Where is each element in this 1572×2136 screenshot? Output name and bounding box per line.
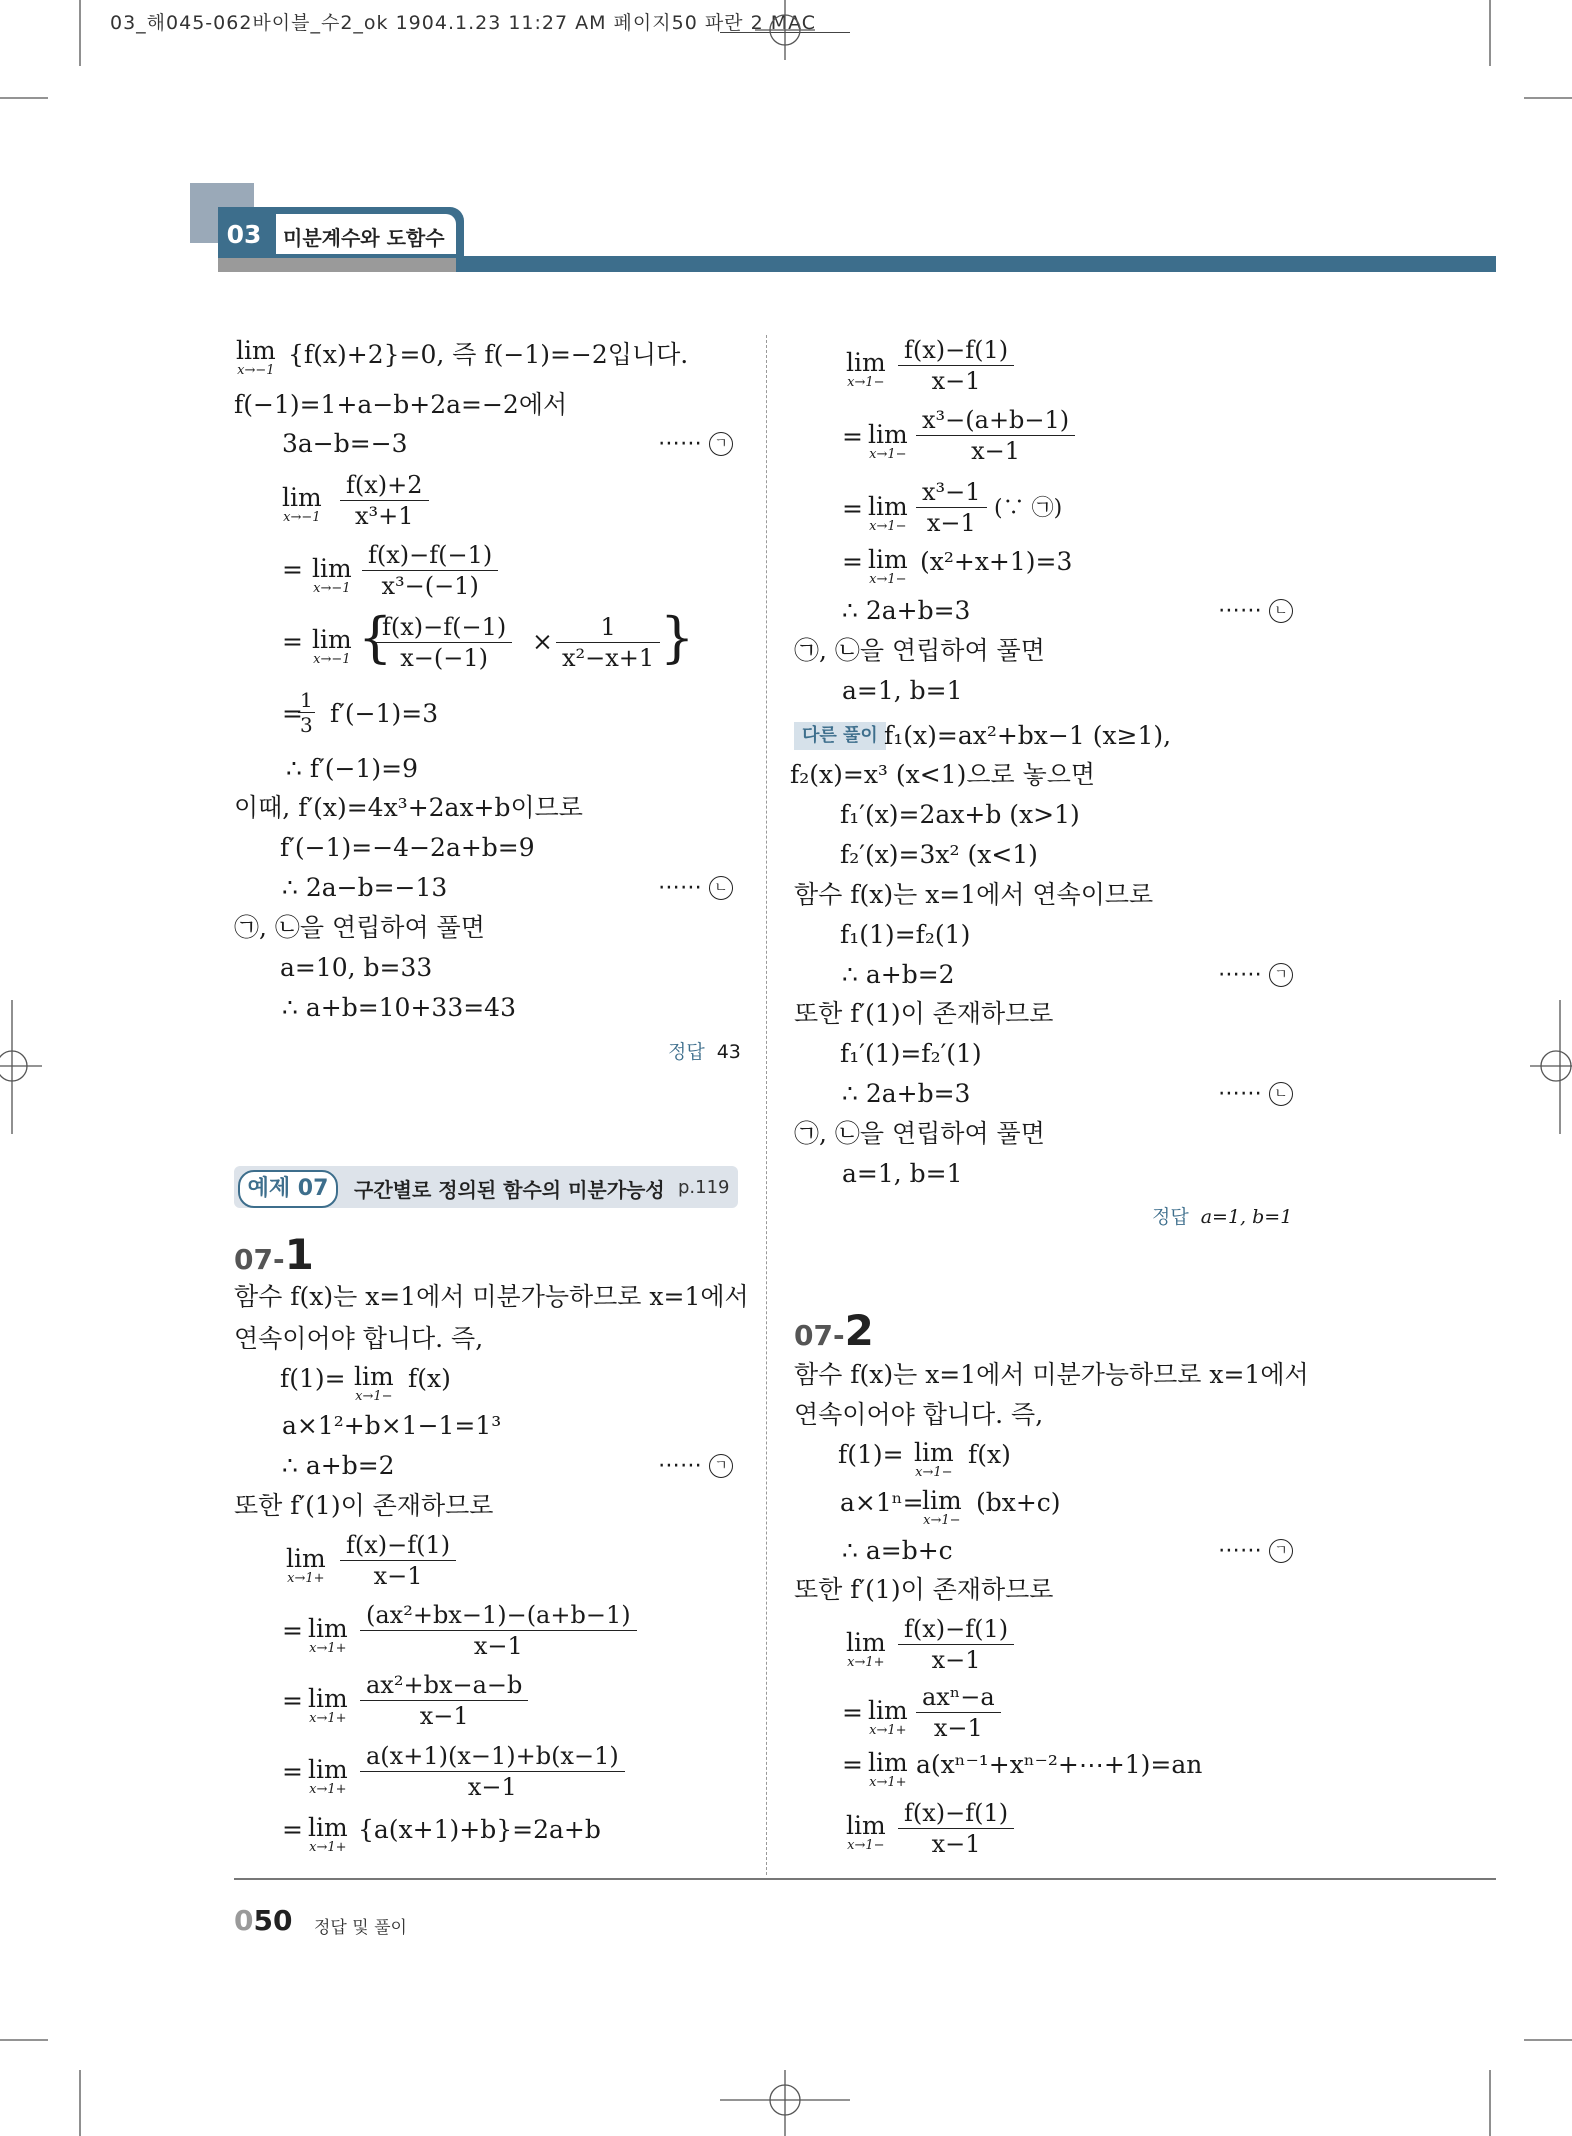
mark-right-1: ⋯⋯ ㄴ bbox=[1218, 598, 1293, 623]
lim-p071-e1: lim x→1− bbox=[354, 1362, 394, 1404]
mark-left-1: ⋯⋯ ㄱ bbox=[658, 431, 733, 456]
mark-left-2: ⋯⋯ ㄴ bbox=[658, 875, 733, 900]
left-line-1: {f(x)+2}=0, 즉 f(−1)=−2입니다. bbox=[288, 340, 689, 369]
column-divider bbox=[766, 335, 767, 1875]
lim-g5: lim x→1+ bbox=[308, 1813, 348, 1855]
p071-t1: 함수 f(x)는 x=1에서 미분가능하므로 x=1에서 bbox=[234, 1282, 749, 1311]
answer-right: 정답 a=1, b=1 bbox=[1152, 1206, 1293, 1228]
p072-e2a: a×1ⁿ= bbox=[840, 1488, 924, 1517]
frac-k1: $\frac{f(x)-f(1)}{x-1}$ bbox=[898, 1614, 1014, 1675]
left-line-7: f′(−1)=3 bbox=[330, 699, 439, 728]
alt4: f₂′(x)=3x² (x<1) bbox=[840, 840, 1038, 869]
lim-k2: lim x→1+ bbox=[868, 1696, 908, 1738]
problem-number-07-1: 07-1 bbox=[234, 1230, 314, 1279]
frac-h1: $\frac{f(x)-f(1)}{x-1}$ bbox=[898, 335, 1014, 396]
frac-l4: $\frac{f(x)+2}{\text{x³+1}}$ bbox=[340, 470, 429, 531]
brace-open: { bbox=[358, 606, 393, 669]
lim-h4: lim x→1− bbox=[868, 545, 908, 587]
eq-g3: = bbox=[282, 1686, 303, 1715]
eq-l6: = bbox=[282, 627, 303, 656]
lim-h3: lim x→1− bbox=[868, 492, 908, 534]
eq-k3: = bbox=[842, 1750, 863, 1779]
frac-h3: $\frac{\text{x³−1}}{x-1}$ bbox=[916, 477, 987, 538]
p071-t3: 또한 f′(1)이 존재하므로 bbox=[234, 1491, 494, 1520]
p071-e1a: f(1)= bbox=[280, 1364, 346, 1393]
lim-k4: lim x→1− bbox=[846, 1811, 886, 1853]
h3-note: (∵ ㉠) bbox=[994, 496, 1063, 521]
eq-g4: = bbox=[282, 1757, 303, 1786]
p072-e3: ∴ a=b+c bbox=[842, 1536, 953, 1565]
brace-close: } bbox=[660, 606, 695, 669]
frac-g1: $\frac{f(x)-f(1)}{x-1}$ bbox=[340, 1530, 456, 1591]
eq-k2: = bbox=[842, 1698, 863, 1727]
chapter-title: 미분계수와 도함수 bbox=[283, 226, 445, 250]
alt8: 또한 f′(1)이 존재하므로 bbox=[794, 999, 1054, 1028]
eq-g5: = bbox=[282, 1815, 303, 1844]
eq-l5: = bbox=[282, 555, 303, 584]
mark-p071: ⋯⋯ ㄱ bbox=[658, 1453, 733, 1478]
problem-number-07-2: 07-2 bbox=[794, 1306, 874, 1355]
lim-p072-e2: lim x→1− bbox=[922, 1486, 962, 1528]
frac-h2: $\frac{\text{x³−(a+b−1)}}{x-1}$ bbox=[916, 405, 1075, 466]
left-line-9: 이때, f′(x)=4x³+2ax+b이므로 bbox=[234, 793, 583, 822]
footer-rule bbox=[234, 1878, 1496, 1880]
left-line-14: ∴ a+b=10+33=43 bbox=[282, 993, 516, 1022]
chapter-grey-band bbox=[218, 258, 458, 272]
frac-l6b: $\frac{1}{\text{x²−x+1}}$ bbox=[556, 612, 660, 673]
lim-l1: lim x→−1 bbox=[236, 336, 276, 378]
alt5: 함수 f(x)는 x=1에서 연속이므로 bbox=[794, 880, 1154, 909]
p071-g5: {a(x+1)+b}=2a+b bbox=[358, 1815, 601, 1844]
p071-e1b: f(x) bbox=[408, 1364, 451, 1393]
eq-h2: = bbox=[842, 422, 863, 451]
lim-g2: lim x→1+ bbox=[308, 1614, 348, 1656]
frac-l5: $\frac{f(x)-f(-1)}{\text{x³−(−1)}}$ bbox=[362, 540, 498, 601]
alt-solution-tag: 다른 풀이 bbox=[794, 722, 886, 750]
lim-h1: lim x→1− bbox=[846, 348, 886, 390]
eq-g2: = bbox=[282, 1616, 303, 1645]
mark-right-3: ⋯⋯ ㄴ bbox=[1218, 1081, 1293, 1106]
eq-l7: = bbox=[282, 699, 303, 728]
mark-right-2: ⋯⋯ ㄱ bbox=[1218, 962, 1293, 987]
alt10: ∴ 2a+b=3 bbox=[842, 1079, 971, 1108]
p071-t2: 연속이어야 합니다. 즉, bbox=[234, 1324, 484, 1353]
frac-g4: $\frac{a(x+1)(x-1)+b(x-1)}{x-1}$ bbox=[360, 1741, 625, 1802]
frac-third: $\frac{1}{3}$ bbox=[300, 688, 313, 737]
print-header: 03_해045-062바이블_수2_ok 1904.1.23 11:27 AM 페이지50 파란 2 MAC bbox=[110, 12, 817, 34]
lim-g3: lim x→1+ bbox=[308, 1684, 348, 1726]
alt7: ∴ a+b=2 bbox=[842, 960, 955, 989]
alt1: f₁(x)=ax²+bx−1 (x≥1), bbox=[884, 721, 1172, 750]
example-page: p.119 bbox=[678, 1177, 730, 1198]
lim-p072-e1: lim x→1− bbox=[914, 1438, 954, 1480]
answer-left: 정답 43 bbox=[668, 1041, 741, 1063]
h5: ∴ 2a+b=3 bbox=[842, 596, 971, 625]
frac-k4: $\frac{f(x)-f(1)}{x-1}$ bbox=[898, 1798, 1014, 1859]
frac-g3: $\frac{\text{ax²+bx−a−b}}{x-1}$ bbox=[360, 1670, 528, 1731]
left-line-10: f′(−1)=−4−2a+b=9 bbox=[280, 833, 535, 862]
chapter-number: 03 bbox=[222, 216, 266, 254]
right-solve1: ㉠, ㉡을 연립하여 풀면 bbox=[794, 636, 1045, 665]
lim-l6: lim x→−1 bbox=[312, 625, 352, 667]
p072-e1b: f(x) bbox=[968, 1440, 1011, 1469]
chapter-bar bbox=[456, 256, 1496, 272]
alt6: f₁(1)=f₂(1) bbox=[840, 920, 971, 949]
frac-k2: axⁿ−a x−1 bbox=[916, 1682, 1001, 1743]
eq-h4: = bbox=[842, 547, 863, 576]
p071-e2: a×1²+b×1−1=1³ bbox=[282, 1411, 502, 1440]
frac-l6a: $\frac{f(x)-f(-1)}{x-(-1)}$ bbox=[376, 612, 512, 673]
lim-k1: lim x→1+ bbox=[846, 1628, 886, 1670]
example-title: 구간별로 정의된 함수의 미분가능성 bbox=[354, 1178, 665, 1202]
page-number: 050 bbox=[234, 1904, 293, 1937]
left-line-8: ∴ f′(−1)=9 bbox=[286, 754, 418, 783]
p072-e2b: (bx+c) bbox=[976, 1488, 1061, 1517]
lim-h2: lim x→1− bbox=[868, 420, 908, 462]
right-solve2: ㉠, ㉡을 연립하여 풀면 bbox=[794, 1119, 1045, 1148]
right-vals1: a=1, b=1 bbox=[842, 676, 963, 705]
eq-h3: = bbox=[842, 494, 863, 523]
p072-t1: 함수 f(x)는 x=1에서 미분가능하므로 x=1에서 bbox=[794, 1360, 1309, 1389]
k3: a(xⁿ⁻¹+xⁿ⁻²+⋯+1)=an bbox=[916, 1750, 1203, 1779]
left-line-3: 3a−b=−3 bbox=[282, 429, 408, 458]
p072-e1a: f(1)= bbox=[838, 1440, 904, 1469]
footer-label: 정답 및 풀이 bbox=[314, 1918, 407, 1938]
frac-g2: $\frac{\text{(ax²+bx−1)−(a+b−1)}}{x-1}$ bbox=[360, 1600, 637, 1661]
p071-e3: ∴ a+b=2 bbox=[282, 1451, 395, 1480]
alt2: f₂(x)=x³ (x<1)으로 놓으면 bbox=[790, 760, 1096, 789]
p072-t3: 또한 f′(1)이 존재하므로 bbox=[794, 1575, 1054, 1604]
p072-t2: 연속이어야 합니다. 즉, bbox=[794, 1400, 1044, 1429]
h4: (x²+x+1)=3 bbox=[920, 547, 1073, 576]
alt9: f₁′(1)=f₂′(1) bbox=[840, 1039, 982, 1068]
left-line-11: ∴ 2a−b=−13 bbox=[282, 873, 448, 902]
right-vals2: a=1, b=1 bbox=[842, 1159, 963, 1188]
alt3: f₁′(x)=2ax+b (x>1) bbox=[840, 800, 1080, 829]
left-line-2: f(−1)=1+a−b+2a=−2에서 bbox=[234, 390, 568, 419]
lim-l4: lim x→−1 bbox=[282, 483, 322, 525]
lim-k3: lim x→1+ bbox=[868, 1748, 908, 1790]
mark-p072: ⋯⋯ ㄱ bbox=[1218, 1538, 1293, 1563]
left-line-12: ㉠, ㉡을 연립하여 풀면 bbox=[234, 913, 485, 942]
lim-g1: lim x→1+ bbox=[286, 1544, 326, 1586]
lim-l5: lim x→−1 bbox=[312, 554, 352, 596]
lim-g4: lim x→1+ bbox=[308, 1755, 348, 1797]
left-line-13: a=10, b=33 bbox=[280, 953, 433, 982]
example-label: 예제 07 bbox=[238, 1170, 338, 1208]
times-l6: × bbox=[532, 627, 553, 656]
